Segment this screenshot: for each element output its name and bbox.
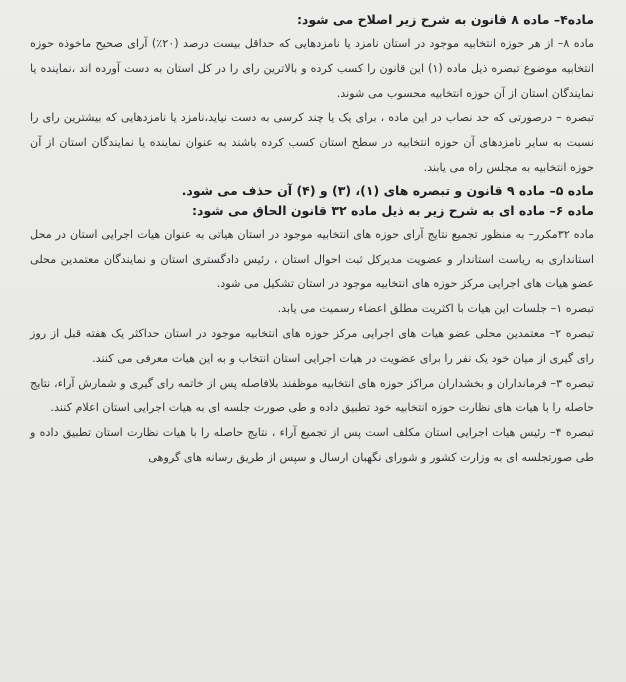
article-8-text: ماده ۸– از هر حوزه انتخابیه موجود در استان نامزد یا نامزدهایی که حداقل بیست درصد (۲۰٪) آرای صحیح ماخوذه حوزه انتخابیه موضوع تبصره ذیل ماده (۱) این قانون را کسب کرده و بالاترین رای را در کل استان به دست آورده اند ،نماینده یا نمایندگان استان از آن حوزه انتخابیه محسوب می شوند. [30,37,594,100]
note-4: تبصره ۴– رئیس هیات اجرایی استان مکلف است پس از تجمیع آراء ، نتایج حاصله را با هیات نظارت استان تطبیق داده و طی صورتجلسه ای به وزارت کشور و شورای نگهبان ارسال و سپس از طریق رسانه های گروهی [30,426,594,464]
article-6-heading: ماده ۶– ماده ای به شرح زیر به ذیل ماده ۳۲ قانون الحاق می شود: [192,202,594,218]
article-4-heading: ماده۴– ماده ۸ قانون به شرح زیر اصلاح می شود: [296,12,594,27]
note-2: تبصره ۲– معتمدین محلی عضو هیات های اجرایی مرکز حوزه های انتخابیه موجود در استان حداکثر یک هفته قبل از روز رای گیری از میان خود یک نفر را برای عضویت در هیات اجرایی استان انتخاب و به این هیات معرفی می کنند. [30,326,594,365]
article-5-heading: ماده ۵– ماده ۹ قانون و تبصره های (۱)، (۳) و (۴) آن حذف می شود. [181,182,594,198]
article-8-note: تبصره – درصورتی که حد نصاب در این ماده ، برای یک یا چند کرسی به دست نیاید،نامزد یا نامزدهایی که بیشترین رای را نسبت به سایر نامزدهای آن حوزه انتخابیه در سطح استان کسب کرده باشند به عنوان نماینده یا نمایندگان استان از آن حوزه انتخابیه به مجلس راه می یابند. [30,111,594,174]
article-32-repeat-text: ماده ۳۲مکرر– به منظور تجمیع نتایج آرای حوزه های انتخابیه موجود در استان هیاتی به عنوان هیات اجرایی استان در محل استانداری به ریاست استاندار و عضویت مدیرکل ثبت احوال استان ، رئیس دادگستری استان و نمایندگان معتمدین محلی عضو هیات های اجرایی مرکز حوزه های انتخابیه موجود در استان تشکیل می شود. [30,227,594,291]
note-1: تبصره ۱– جلسات این هیات با اکثریت مطلق اعضاء رسمیت می یابد. [277,302,594,316]
note-3: تبصره ۳– فرمانداران و بخشداران مراکز حوزه های انتخابیه موظفند بلافاصله پس از خاتمه رای گیری و شمارش آراء، نتایج حاصله را با هیات های نظارت حوزه انتخابیه خود تطبیق داده و طی صورت جلسه ای به هیات اجرایی استان اعلام کنند. [30,376,594,415]
